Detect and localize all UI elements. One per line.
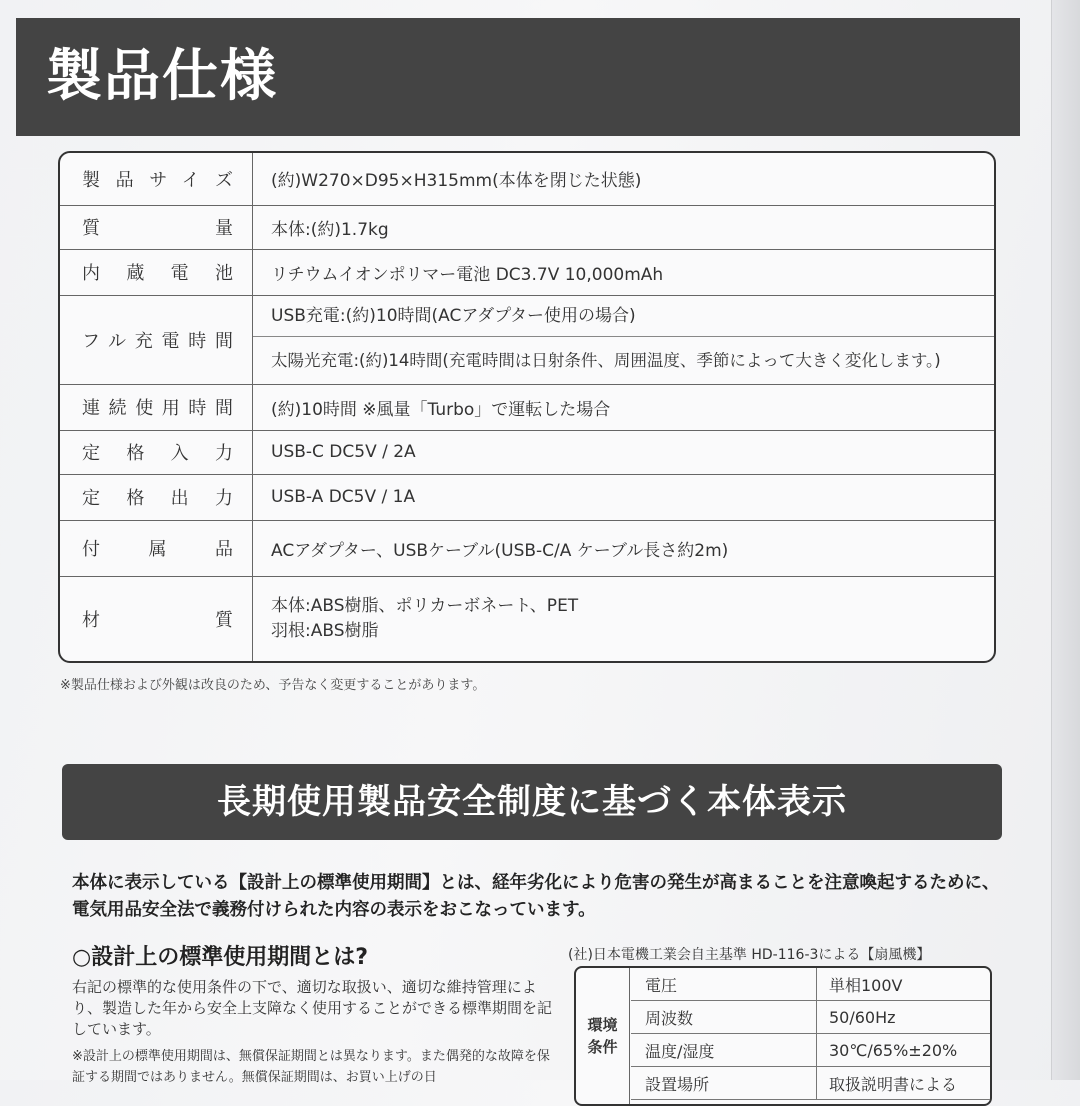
env-table-box	[574, 966, 992, 1106]
spec-row-material	[60, 576, 994, 662]
spec-label: 製品サイズ	[60, 153, 253, 205]
spec-value: 羽根:ABS樹脂	[271, 621, 379, 642]
spec-value: 太陽光充電:(約)14時間(充電時間は日射条件、周囲温度、季節によって大きく変化します。)	[253, 336, 994, 384]
spec-label: 材質	[60, 576, 253, 662]
env-row	[631, 1001, 992, 1034]
spec-row-size	[60, 153, 994, 205]
spec-value: USB-A DC5V / 1A	[253, 474, 995, 520]
spec-row-usage-time	[60, 384, 994, 430]
question-body: 右記の標準的な使用条件の下で、適切な取扱い、適切な維持管理により、製造した年から安全上支障なく使用することができる標準期間を記しています。	[72, 978, 553, 1038]
spec-row-input	[60, 430, 994, 474]
intro-text: 本体に表示している【設計上の標準使用期間】とは、経年劣化により危害の発生が高まることを注意喚起するために、電気用品安全法で義務付けられた内容の表示をおこなっています。	[72, 873, 1000, 920]
spec-row-accessories	[60, 520, 994, 576]
env-key: 設置場所	[631, 1067, 817, 1100]
env-key: 周波数	[631, 1001, 817, 1034]
spec-row-charge-time	[60, 295, 994, 384]
spec-value: 本体:ABS樹脂、ポリカーボネート、PET	[271, 596, 579, 617]
page-title: 製品仕様	[16, 18, 1020, 136]
spec-row-weight	[60, 205, 994, 249]
section-title: 長期使用製品安全制度に基づく本体表示	[62, 764, 1002, 840]
spec-label: 質量	[60, 205, 253, 249]
spec-label: 定格出力	[60, 474, 253, 520]
spec-value: (約)10時間 ※風量「Turbo」で運転した場合	[253, 384, 995, 430]
env-row	[631, 1067, 992, 1100]
question-note: ※設計上の標準使用期間は、無償保証期間とは異なります。また偶発的な故障を保証する期間ではありません。無償保証期間は、お買い上げの日	[72, 1049, 550, 1085]
spec-label: フル充電時間	[60, 295, 253, 384]
spec-label: 内蔵電池	[60, 249, 253, 295]
spec-label: 付属品	[60, 520, 253, 576]
env-key: 電圧	[631, 968, 817, 1001]
spec-value: (約)W270×D95×H315mm(本体を閉じた状態)	[253, 153, 995, 205]
page-edge	[1051, 0, 1080, 1080]
spec-table-box	[58, 151, 996, 663]
spec-row-output	[60, 474, 994, 520]
env-header-text: 環境条件	[587, 1016, 618, 1056]
env-row	[631, 1034, 992, 1067]
env-value: 取扱説明書による	[817, 1067, 993, 1100]
env-value: 30℃/65%±20%	[817, 1034, 993, 1067]
spec-label: 連続使用時間	[60, 384, 253, 430]
spec-value: USB-C DC5V / 2A	[253, 430, 995, 474]
question-heading: ○設計上の標準使用期間とは?	[72, 945, 368, 970]
spec-note: ※製品仕様および外観は改良のため、予告なく変更することがあります。	[60, 678, 486, 693]
spec-value: USB充電:(約)10時間(ACアダプター使用の場合)	[271, 305, 636, 326]
spec-value: ACアダプター、USBケーブル(USB-C/A ケーブル長さ約2m)	[253, 520, 995, 576]
env-header	[576, 968, 630, 1104]
env-table	[631, 968, 992, 1100]
spec-value: リチウムイオンポリマー電池 DC3.7V 10,000mAh	[253, 249, 995, 295]
env-row	[631, 968, 992, 1001]
spec-label: 定格入力	[60, 430, 253, 474]
env-value: 50/60Hz	[817, 1001, 993, 1034]
spec-value: 本体:(約)1.7kg	[253, 205, 995, 249]
standard-label: (社)日本電機工業会自主基準 HD-116-3による【扇風機】	[568, 947, 931, 963]
spec-row-battery	[60, 249, 994, 295]
env-value: 単相100V	[817, 968, 993, 1001]
env-key: 温度/湿度	[631, 1034, 817, 1067]
spec-table	[60, 153, 994, 662]
